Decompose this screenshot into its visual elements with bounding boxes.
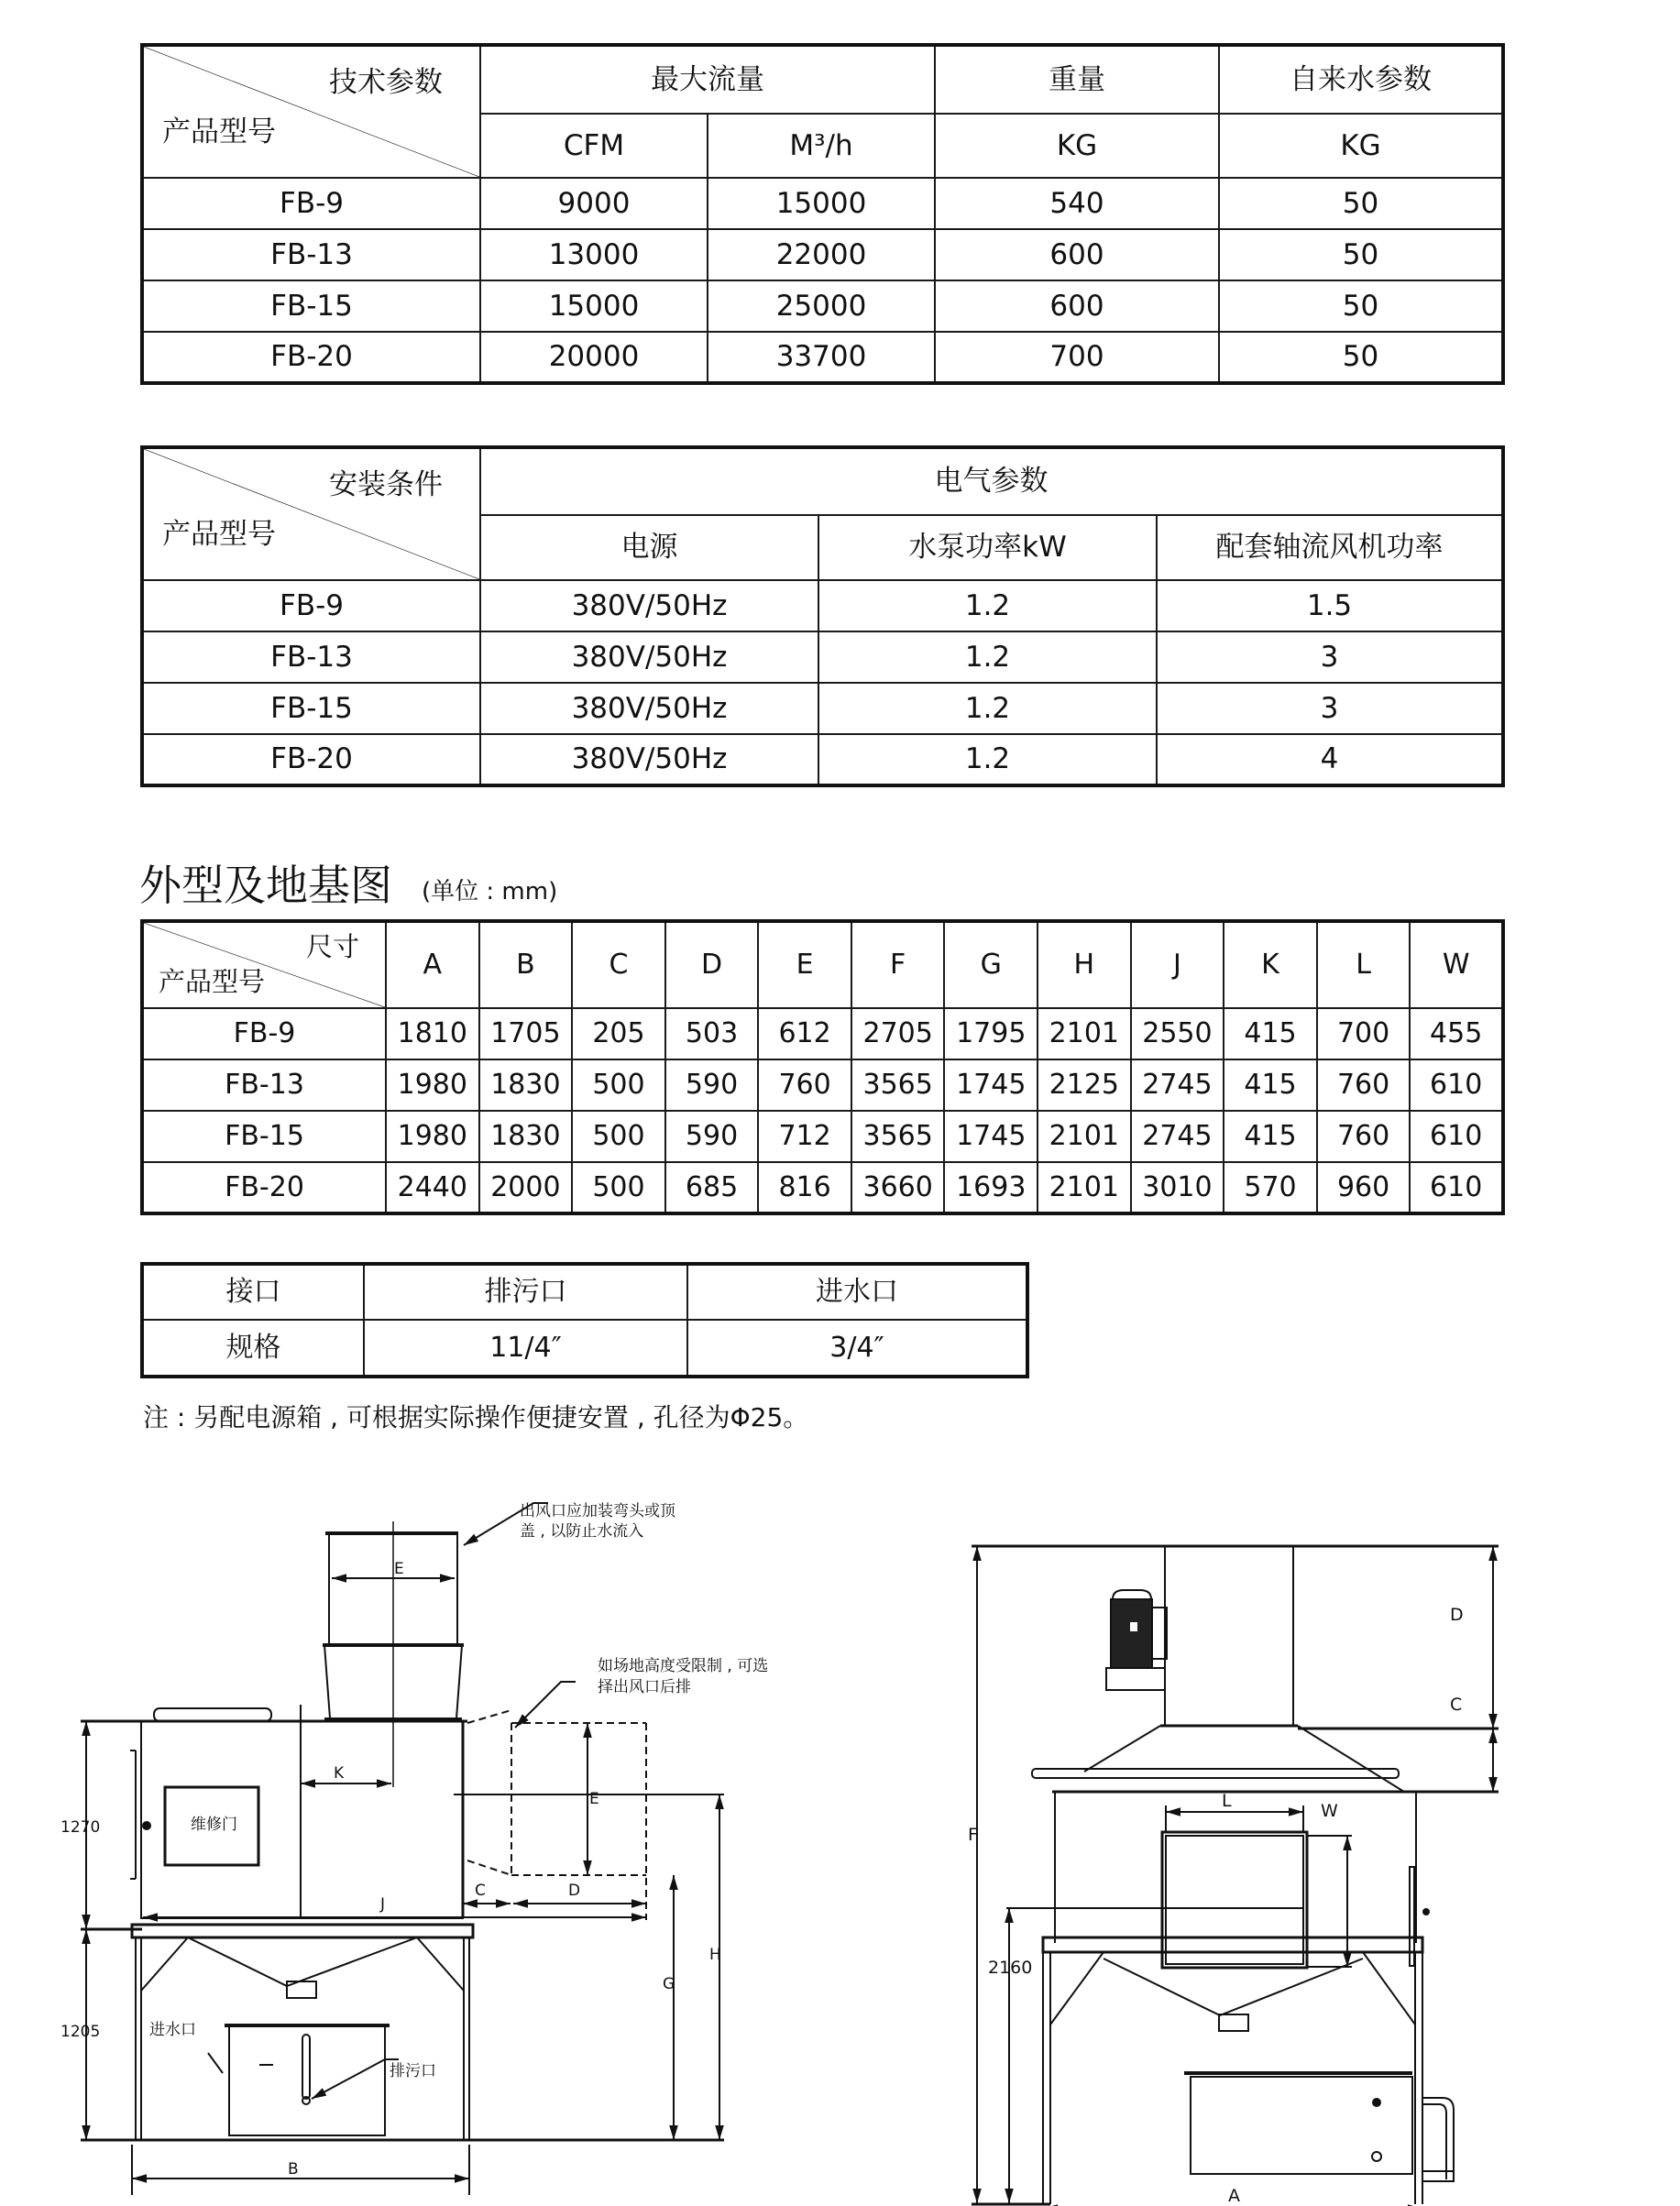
dimension-cell-b: 1830 bbox=[479, 1111, 573, 1162]
dimension-cell-w: 610 bbox=[1410, 1111, 1503, 1162]
dimension-cell-d: 590 bbox=[665, 1059, 759, 1111]
inlet-label: 进水口 bbox=[149, 2021, 196, 2039]
dimension-cell-a: 1980 bbox=[386, 1059, 479, 1111]
table-row bbox=[142, 178, 1503, 229]
electrical-params-table bbox=[140, 445, 1505, 787]
table-row bbox=[142, 631, 1503, 683]
dim-label-k: K bbox=[334, 1764, 345, 1783]
dimension-cell-f: 3660 bbox=[851, 1162, 945, 1213]
model-cell: FB-13 bbox=[142, 229, 480, 280]
group-header-electrical: 电气参数 bbox=[480, 447, 1503, 515]
dimension-cell-c: 500 bbox=[572, 1162, 665, 1213]
table-row bbox=[142, 229, 1503, 280]
model-cell: FB-20 bbox=[142, 1162, 386, 1213]
fan-cell: 3 bbox=[1157, 631, 1503, 683]
column-header-k: K bbox=[1224, 921, 1317, 1008]
column-header-f: F bbox=[851, 921, 945, 1008]
dimension-cell-g: 1693 bbox=[944, 1162, 1038, 1213]
dim-label-w: W bbox=[1321, 1801, 1338, 1821]
dimension-cell-e: 816 bbox=[758, 1162, 851, 1213]
dimension-drawings bbox=[0, 1448, 1680, 2206]
table-row bbox=[142, 1008, 1503, 1059]
cfm-cell: 15000 bbox=[480, 280, 708, 332]
corner-header-bottom: 产品型号 bbox=[159, 966, 266, 997]
dimension-cell-c: 500 bbox=[572, 1111, 665, 1162]
power-cell: 380V/50Hz bbox=[480, 683, 818, 734]
table-row bbox=[142, 1111, 1503, 1162]
inlet-spec-cell: 3/4″ bbox=[687, 1320, 1027, 1377]
dim-label-d: D bbox=[568, 1882, 581, 1900]
fan-cell: 1.5 bbox=[1157, 580, 1503, 631]
front-view-drawing bbox=[972, 1546, 1499, 2206]
column-header-g: G bbox=[944, 921, 1038, 1008]
dimension-cell-d: 685 bbox=[665, 1162, 759, 1213]
corner-header-top: 尺寸 bbox=[305, 931, 359, 962]
dimension-cell-h: 2101 bbox=[1038, 1111, 1131, 1162]
dimension-cell-d: 590 bbox=[665, 1111, 759, 1162]
dimension-cell-g: 1795 bbox=[944, 1008, 1038, 1059]
dimension-table bbox=[140, 919, 1505, 1215]
dim-label-c: C bbox=[1450, 1695, 1463, 1715]
table-corner-cell bbox=[142, 921, 386, 1008]
column-header-l: L bbox=[1317, 921, 1411, 1008]
unit-header-water-kg: KG bbox=[1219, 114, 1503, 178]
table-row bbox=[142, 280, 1503, 332]
group-header-weight: 重量 bbox=[935, 45, 1219, 114]
pump-cell: 1.2 bbox=[818, 683, 1157, 734]
column-header-c: C bbox=[572, 921, 665, 1008]
dimension-cell-g: 1745 bbox=[944, 1111, 1038, 1162]
model-cell: FB-9 bbox=[142, 580, 480, 631]
cfm-cell: 13000 bbox=[480, 229, 708, 280]
water-cell: 50 bbox=[1219, 280, 1503, 332]
callout-rear-line1: 如场地高度受限制 , 可选 bbox=[598, 1657, 769, 1675]
unit-header-weight-kg: KG bbox=[935, 114, 1219, 178]
dimension-cell-c: 500 bbox=[572, 1059, 665, 1111]
callout-outlet-line1: 出风口应加装弯头或顶 bbox=[520, 1502, 675, 1520]
dimension-cell-c: 205 bbox=[572, 1008, 665, 1059]
header-drain: 排污口 bbox=[364, 1264, 687, 1320]
column-header-fan-power: 配套轴流风机功率 bbox=[1157, 515, 1503, 580]
model-cell: FB-20 bbox=[142, 332, 480, 383]
dim-label-j: J bbox=[380, 1895, 386, 1914]
dimension-cell-e: 712 bbox=[758, 1111, 851, 1162]
dimension-cell-l: 960 bbox=[1317, 1162, 1411, 1213]
dimension-cell-h: 2125 bbox=[1038, 1059, 1131, 1111]
dim-label-c: C bbox=[475, 1882, 486, 1900]
water-cell: 50 bbox=[1219, 229, 1503, 280]
m3h-cell: 15000 bbox=[708, 178, 935, 229]
corner-header-top: 技术参数 bbox=[329, 66, 443, 99]
fan-cell: 3 bbox=[1157, 683, 1503, 734]
drain-label: 排污口 bbox=[390, 2062, 436, 2080]
water-cell: 50 bbox=[1219, 332, 1503, 383]
model-cell: FB-9 bbox=[142, 178, 480, 229]
model-cell: FB-13 bbox=[142, 1059, 386, 1111]
dimension-cell-g: 1745 bbox=[944, 1059, 1038, 1111]
footnote: 注 : 另配电源箱 , 可根据实际操作便捷安置 , 孔径为Φ25。 bbox=[143, 1402, 809, 1432]
column-header-pump-power: 水泵功率kW bbox=[818, 515, 1157, 580]
model-cell: FB-15 bbox=[142, 1111, 386, 1162]
table-row bbox=[142, 734, 1503, 785]
table-corner-cell bbox=[142, 447, 480, 580]
dimension-cell-l: 760 bbox=[1317, 1111, 1411, 1162]
cfm-cell: 9000 bbox=[480, 178, 708, 229]
group-header-max-flow: 最大流量 bbox=[480, 45, 935, 114]
cfm-cell: 20000 bbox=[480, 332, 708, 383]
corner-header-top: 安装条件 bbox=[329, 468, 443, 501]
fan-cell: 4 bbox=[1157, 734, 1503, 785]
dimension-cell-h: 2101 bbox=[1038, 1162, 1131, 1213]
power-cell: 380V/50Hz bbox=[480, 580, 818, 631]
header-inlet: 进水口 bbox=[687, 1264, 1027, 1320]
m3h-cell: 33700 bbox=[708, 332, 935, 383]
dimension-cell-w: 455 bbox=[1410, 1008, 1503, 1059]
model-cell: FB-9 bbox=[142, 1008, 386, 1059]
dimension-cell-k: 570 bbox=[1224, 1162, 1317, 1213]
dim-label-1270: 1270 bbox=[60, 1818, 101, 1837]
weight-cell: 700 bbox=[935, 332, 1219, 383]
power-cell: 380V/50Hz bbox=[480, 631, 818, 683]
m3h-cell: 22000 bbox=[708, 229, 935, 280]
dimension-cell-k: 415 bbox=[1224, 1008, 1317, 1059]
column-header-e: E bbox=[758, 921, 851, 1008]
table-row bbox=[142, 1320, 1027, 1377]
dimension-cell-b: 1705 bbox=[479, 1008, 573, 1059]
row-label-spec: 规格 bbox=[142, 1320, 364, 1377]
table-row bbox=[142, 1162, 1503, 1213]
pump-cell: 1.2 bbox=[818, 734, 1157, 785]
corner-header-bottom: 产品型号 bbox=[162, 518, 276, 551]
dimension-cell-j: 2745 bbox=[1131, 1059, 1224, 1111]
tech-params-table bbox=[140, 43, 1505, 385]
column-header-a: A bbox=[386, 921, 479, 1008]
table-row bbox=[142, 580, 1503, 631]
dimension-cell-b: 1830 bbox=[479, 1059, 573, 1111]
table-row bbox=[142, 683, 1503, 734]
weight-cell: 540 bbox=[935, 178, 1219, 229]
dimension-cell-b: 2000 bbox=[479, 1162, 573, 1213]
dim-label-2160: 2160 bbox=[988, 1958, 1033, 1978]
section-title: 外型及地基图 bbox=[139, 861, 392, 910]
dimension-cell-k: 415 bbox=[1224, 1111, 1317, 1162]
dim-label-h: H bbox=[709, 1946, 721, 1964]
model-cell: FB-15 bbox=[142, 280, 480, 332]
dimension-cell-e: 612 bbox=[758, 1008, 851, 1059]
header-interface: 接口 bbox=[142, 1264, 364, 1320]
dimension-cell-j: 2550 bbox=[1131, 1008, 1224, 1059]
dimension-cell-d: 503 bbox=[665, 1008, 759, 1059]
dimension-cell-f: 2705 bbox=[851, 1008, 945, 1059]
column-header-w: W bbox=[1410, 921, 1503, 1008]
column-header-power-supply: 电源 bbox=[480, 515, 818, 580]
power-cell: 380V/50Hz bbox=[480, 734, 818, 785]
table-row bbox=[142, 1059, 1503, 1111]
model-cell: FB-15 bbox=[142, 683, 480, 734]
dimension-cell-a: 1810 bbox=[386, 1008, 479, 1059]
side-view-labels bbox=[60, 1502, 768, 2179]
dim-label-l: L bbox=[1222, 1791, 1232, 1811]
unit-header-m3h: M³/h bbox=[708, 114, 935, 178]
group-header-water: 自来水参数 bbox=[1219, 45, 1503, 114]
unit-header-cfm: CFM bbox=[480, 114, 708, 178]
weight-cell: 600 bbox=[935, 229, 1219, 280]
m3h-cell: 25000 bbox=[708, 280, 935, 332]
callout-rear-line2: 择出风口后排 bbox=[598, 1678, 691, 1696]
dim-label-b: B bbox=[288, 2160, 299, 2179]
model-cell: FB-13 bbox=[142, 631, 480, 683]
corner-header-bottom: 产品型号 bbox=[162, 115, 276, 148]
door-label: 维修门 bbox=[191, 1816, 237, 1834]
dimension-cell-f: 3565 bbox=[851, 1111, 945, 1162]
dim-label-g: G bbox=[663, 1975, 675, 1993]
water-cell: 50 bbox=[1219, 178, 1503, 229]
column-header-h: H bbox=[1038, 921, 1131, 1008]
dimension-cell-h: 2101 bbox=[1038, 1008, 1131, 1059]
dim-label-f: F bbox=[968, 1825, 978, 1845]
weight-cell: 600 bbox=[935, 280, 1219, 332]
model-cell: FB-20 bbox=[142, 734, 480, 785]
callout-outlet-line2: 盖 , 以防止水流入 bbox=[520, 1522, 644, 1541]
section-unit: (单位 : mm) bbox=[422, 878, 558, 905]
dimension-cell-j: 3010 bbox=[1131, 1162, 1224, 1213]
dimension-cell-k: 415 bbox=[1224, 1059, 1317, 1111]
dimension-cell-f: 3565 bbox=[851, 1059, 945, 1111]
dimension-cell-w: 610 bbox=[1410, 1059, 1503, 1111]
dim-label-1205: 1205 bbox=[60, 2023, 101, 2041]
dimension-cell-l: 700 bbox=[1317, 1008, 1411, 1059]
dimension-cell-l: 760 bbox=[1317, 1059, 1411, 1111]
column-header-b: B bbox=[479, 921, 573, 1008]
dimension-cell-a: 2440 bbox=[386, 1162, 479, 1213]
dim-label-e-top: E bbox=[394, 1560, 404, 1578]
dimension-cell-e: 760 bbox=[758, 1059, 851, 1111]
dim-label-e-side: E bbox=[589, 1790, 599, 1808]
dim-label-d: D bbox=[1450, 1605, 1464, 1625]
dim-label-a: A bbox=[1228, 2186, 1240, 2206]
pump-cell: 1.2 bbox=[818, 631, 1157, 683]
drain-spec-cell: 11/4″ bbox=[364, 1320, 687, 1377]
side-view-drawing bbox=[81, 1503, 724, 2195]
dimension-cell-a: 1980 bbox=[386, 1111, 479, 1162]
table-row bbox=[142, 332, 1503, 383]
connection-table bbox=[140, 1262, 1029, 1378]
dimension-cell-w: 610 bbox=[1410, 1162, 1503, 1213]
pump-cell: 1.2 bbox=[818, 580, 1157, 631]
table-corner-cell bbox=[142, 45, 480, 178]
column-header-j: J bbox=[1131, 921, 1224, 1008]
column-header-d: D bbox=[665, 921, 759, 1008]
dimension-cell-j: 2745 bbox=[1131, 1111, 1224, 1162]
